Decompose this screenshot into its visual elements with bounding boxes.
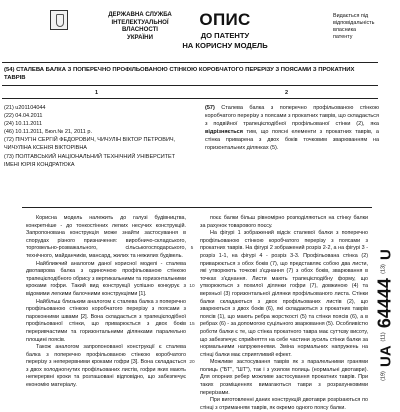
agency-line: УКРАЇНИ	[127, 33, 153, 41]
divider	[2, 62, 378, 63]
claim-57-text-end: тим, що поясні елементи з прокатних таврів, а стінка приварена з двох боків точковим зварюванням на горизонтальних ділянках (5).	[205, 129, 379, 152]
patent-number-vertical	[371, 240, 399, 390]
description-paragraph: Корисна модель належить до галузі будівництва, конкретніше - до тонкостінних легких несучих конструкцій. Запропонована конструкція може знайти застосування в спорудах різного призначення: виробничо-складського, торговельно-розважального, сільськогосподарського, технічного, майданчиків, мансард, жилих та нежилих будівель.	[26, 215, 186, 259]
issued-note-line: власника	[333, 27, 357, 33]
subtitle-line: ДО ПАТЕНТУ	[200, 31, 250, 40]
patent-number: 64444	[374, 278, 395, 329]
document-title: ОПИС	[199, 10, 251, 29]
number-code-tag: (11)	[380, 332, 387, 342]
agency-line: ДЕРЖАВНА СЛУЖБА	[108, 11, 172, 18]
line-number: 10	[189, 284, 195, 289]
field-22: (22) 04.04.2011	[4, 113, 43, 120]
line-number: 5	[190, 246, 194, 251]
claim-57-label: (57)	[205, 105, 215, 111]
divider	[22, 207, 372, 208]
column-number: 1	[95, 90, 99, 96]
bibliographic-data	[4, 104, 182, 169]
description-paragraph: Найближчий аналогом даної корисної моделі - сталева двотаврова балка з одиночною профільованою стінкою трапецієподібного обрису з вертикальними та горизонтальними кроками гофри. Такий вид конструкції успішно конкурує з відомими легкими балочними конструкціями [1].	[26, 260, 186, 297]
issued-note-line: Видається під	[333, 13, 369, 19]
issued-note	[333, 13, 399, 41]
document-subtitle	[160, 31, 290, 50]
field-73	[4, 153, 182, 169]
field-21: (21) u201104044	[4, 105, 46, 111]
description-paragraph: На фігурі 1 зображений відсік сталевої балки з поперечно профільованою стінкою коробчатого перерізу з поясами з прокатних таврів. На фігурі 2 зображений розріз 2-2, а на фігурі 3 - розріз 1-1, на фігурі 4 - розріз 3-3. Профільована стінка (2) приварюється з обох боків (7), що представляє собою два листи, які утворюють точкові з'єднання (7) з обох боків, зварювання в точках з'єднання. Листи мають трапецієподібну форму, що утворюються з похилої ділянки гофри (7), довжиною (4) та верхньої (3) горизонтальної ділянки профільованого листа. Стінки балки складаються з двох профільованих листів (2), що зварюються з двох боків (6), які складаються з прокатних таврів поясів (1), що мають ребра жорсткості (5) та стінки поясів (6), а в ребрах (6) - за допомогою суцільного зварювання (5). Особливістю роботи балки є те, що стінка прокатного тавра має суттєву висоту, що забезпечує сприйняття на себе частини зусиль стінки балки за нормальними напруженнями. Зміна нормальних напружень на стінці балки має сприятливий ефект.	[200, 230, 368, 358]
field-46: (46) 10.11.2011, Бюл.№ 21, 2011 р.	[4, 129, 92, 136]
description-paragraph: Також аналогом запропонованої конструкції є сталева балка з поперечно профільованою стінкою коробчатого перерізу з неперервними кроками гофри [3]. Вона складається з двох холодногнутих профільованих листів, гофри яких мають неперервні кроки та розташовані відповідно, що забезпечує економію матеріалу.	[26, 344, 186, 389]
issued-note-line: патенту	[333, 34, 353, 40]
field-72-label: (72)	[4, 137, 14, 144]
agency-line: ВЛАСНОСТІ	[122, 26, 158, 34]
state-emblem-icon	[50, 10, 68, 30]
country-code: UA	[377, 345, 395, 367]
divider	[2, 85, 378, 86]
kind-code-tag: (13)	[380, 264, 387, 274]
field-24: (24) 10.11.2011	[4, 121, 43, 128]
agency-line: ІНТЕЛЕКТУАЛЬНОЇ	[111, 18, 169, 26]
divider	[2, 98, 378, 99]
issued-note-line: відповідальність	[333, 20, 375, 26]
description-column-left	[26, 215, 186, 390]
field-72	[4, 136, 182, 152]
patent-number-text	[375, 249, 396, 381]
field-73-owner: ПОЛТАВСЬКИЙ НАЦІОНАЛЬНИЙ ТЕХНІЧНИЙ УНІВЕРСИТЕТ ІМЕНІ ЮРІЯ КОНДРАТЮКА	[4, 153, 176, 168]
description-paragraph: Можливе застосування таврів як з паралельними гранями полиць ("БТ", "ШТ"), так і з ухилом полиць (нормальні двотаври). Для опорних ребер можливе застосування прокатних таврів. При таких розміщеннях вимагаються таври з розрахунковими перерізами.	[200, 359, 368, 396]
subtitle-line: НА КОРИСНУ МОДЕЛЬ	[182, 40, 268, 50]
invention-title: (54) СТАЛЕВА БАЛКА З ПОПЕРЕЧНО ПРОФІЛЬОВАНОЮ СТІНКОЮ КОРОБЧАТОГО ПЕРЕРІЗУ З ПОЯСАМИ З ПРОКАТНИХ ТАВРІВ	[4, 67, 355, 81]
field-72-inventors: ПІЧУГІН СЕРГІЙ ФЕДОРОВИЧ, ЧИЧУЛІН ВІКТОР ПЕТРОВИЧ, ЧИЧУЛІНА КСЕНІЯ ВІКТОРІВНА	[4, 137, 176, 152]
kind-code: U	[377, 249, 395, 260]
description-paragraph: Найбільш близьким аналогом є сталева балка з поперечно профільованою стінкою коробчатого перерізу з поясами з пароконними швами [2]. Вона складається з трапецієподібної профільованої стінки, що приварюється з двох боків переривчастими та горизонтальними ділянками паралельно площині поясів.	[26, 298, 186, 343]
field-73-label: (73)	[4, 153, 14, 160]
description-paragraph: поєє балки більш рівномірно розподіляються на стінку балки за рахунок товарового поєсу.	[200, 215, 368, 229]
line-number: 15	[189, 322, 195, 327]
patent-header	[0, 0, 400, 60]
column-number: 2	[285, 90, 289, 96]
country-code-tag: (19)	[380, 371, 387, 381]
claim-57-keyword: відрізняється	[205, 129, 243, 136]
description-column-right	[200, 215, 368, 412]
description-paragraph: При виготовленні даних конструкцій двотаври розрізаються по стінці з отриманням таврів, як окремо одного поясу балки.	[200, 397, 368, 411]
line-number: 20	[189, 360, 195, 365]
claim-57	[205, 104, 379, 153]
claim-57-text: Сталева балка з поперечно профільованою стінкою коробчатого перерізу з поясами з прокатних таврів, що складається з подвійної трапецієподібної профільованої стінки (2), яка	[205, 105, 380, 128]
